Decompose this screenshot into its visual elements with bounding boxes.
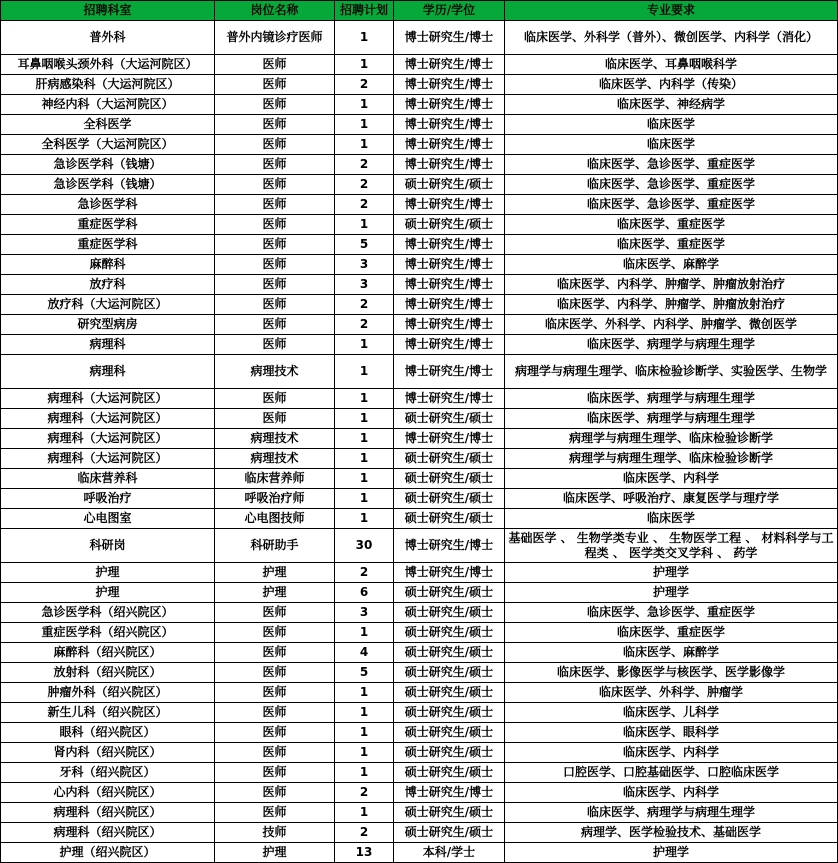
header-row <box>1 1 838 21</box>
cell-count: 1 <box>335 429 394 449</box>
cell-major: 临床医学、重症医学 <box>505 215 838 235</box>
cell-dept: 新生儿科（绍兴院区） <box>1 703 215 723</box>
cell-dept: 重症医学科（绍兴院区） <box>1 623 215 643</box>
cell-post: 医师 <box>215 803 335 823</box>
cell-post: 医师 <box>215 703 335 723</box>
cell-major: 临床医学、病理学与病理生理学 <box>505 335 838 355</box>
cell-education: 硕士研究生/硕士 <box>394 583 505 603</box>
cell-post: 医师 <box>215 663 335 683</box>
table-row <box>1 449 838 469</box>
cell-education: 硕士研究生/硕士 <box>394 703 505 723</box>
cell-dept: 全科医学 <box>1 115 215 135</box>
cell-dept: 放疗科 <box>1 275 215 295</box>
cell-count: 1 <box>335 55 394 75</box>
cell-major: 临床医学、内科学 <box>505 783 838 803</box>
table-row <box>1 643 838 663</box>
cell-major: 临床医学、内科学、肿瘤学、肿瘤放射治疗 <box>505 275 838 295</box>
cell-major: 临床医学、重症医学 <box>505 623 838 643</box>
table-row <box>1 803 838 823</box>
cell-dept: 急诊医学科（钱塘） <box>1 175 215 195</box>
cell-post: 医师 <box>215 623 335 643</box>
cell-major: 临床医学 <box>505 509 838 529</box>
cell-dept: 护理 <box>1 563 215 583</box>
header-major: 专业要求 <box>505 1 838 21</box>
cell-dept: 重症医学科 <box>1 235 215 255</box>
table-row <box>1 409 838 429</box>
cell-education: 硕士研究生/硕士 <box>394 469 505 489</box>
cell-post: 普外内镜诊疗医师 <box>215 21 335 55</box>
cell-count: 5 <box>335 235 394 255</box>
table-row <box>1 215 838 235</box>
cell-education: 博士研究生/博士 <box>394 115 505 135</box>
table-row <box>1 95 838 115</box>
cell-education: 硕士研究生/硕士 <box>394 763 505 783</box>
cell-post: 医师 <box>215 409 335 429</box>
cell-count: 1 <box>335 115 394 135</box>
cell-major: 临床医学 <box>505 115 838 135</box>
cell-major: 临床医学 <box>505 135 838 155</box>
cell-post: 临床营养师 <box>215 469 335 489</box>
cell-count: 5 <box>335 663 394 683</box>
cell-count: 1 <box>335 743 394 763</box>
cell-count: 2 <box>335 155 394 175</box>
cell-major: 临床医学、麻醉学 <box>505 643 838 663</box>
cell-major: 临床医学、病理学与病理生理学 <box>505 389 838 409</box>
cell-major: 基础医学 、 生物学类专业 、 生物医学工程 、 材料科学与工程类 、 医学类交叉学科 、 药学 <box>505 529 838 563</box>
table-row <box>1 389 838 409</box>
cell-major: 临床医学、内科学（传染） <box>505 75 838 95</box>
cell-major: 临床医学、外科学、肿瘤学 <box>505 683 838 703</box>
cell-post: 医师 <box>215 275 335 295</box>
cell-count: 1 <box>335 95 394 115</box>
cell-post: 病理技术 <box>215 355 335 389</box>
cell-education: 硕士研究生/硕士 <box>394 823 505 843</box>
cell-count: 2 <box>335 175 394 195</box>
cell-post: 医师 <box>215 335 335 355</box>
cell-count: 1 <box>335 409 394 429</box>
cell-count: 1 <box>335 215 394 235</box>
cell-post: 科研助手 <box>215 529 335 563</box>
cell-post: 医师 <box>215 255 335 275</box>
table-row <box>1 315 838 335</box>
table-row <box>1 563 838 583</box>
table-row <box>1 783 838 803</box>
header-dept: 招聘科室 <box>1 1 215 21</box>
cell-count: 2 <box>335 295 394 315</box>
cell-education: 硕士研究生/硕士 <box>394 683 505 703</box>
cell-education: 硕士研究生/硕士 <box>394 803 505 823</box>
cell-dept: 放射科（绍兴院区） <box>1 663 215 683</box>
cell-dept: 耳鼻咽喉头颈外科（大运河院区） <box>1 55 215 75</box>
cell-major: 临床医学、重症医学 <box>505 235 838 255</box>
cell-post: 医师 <box>215 723 335 743</box>
cell-post: 技师 <box>215 823 335 843</box>
cell-major: 临床医学、内科学 <box>505 469 838 489</box>
table-row <box>1 529 838 563</box>
cell-post: 医师 <box>215 683 335 703</box>
cell-dept: 科研岗 <box>1 529 215 563</box>
cell-dept: 急诊医学科（绍兴院区） <box>1 603 215 623</box>
cell-post: 病理技术 <box>215 429 335 449</box>
cell-education: 硕士研究生/硕士 <box>394 603 505 623</box>
cell-education: 博士研究生/博士 <box>394 563 505 583</box>
cell-major: 病理学、医学检验技术、基础医学 <box>505 823 838 843</box>
table-row <box>1 21 838 55</box>
cell-major: 临床医学、病理学与病理生理学 <box>505 409 838 429</box>
cell-count: 1 <box>335 469 394 489</box>
cell-post: 医师 <box>215 115 335 135</box>
cell-major: 临床医学、急诊医学、重症医学 <box>505 195 838 215</box>
cell-dept: 病理科 <box>1 335 215 355</box>
cell-post: 医师 <box>215 215 335 235</box>
cell-count: 3 <box>335 255 394 275</box>
cell-education: 博士研究生/博士 <box>394 195 505 215</box>
table-row <box>1 255 838 275</box>
table-row <box>1 195 838 215</box>
table-row <box>1 509 838 529</box>
cell-major: 临床医学、儿科学 <box>505 703 838 723</box>
cell-post: 病理技术 <box>215 449 335 469</box>
cell-major: 临床医学、影像医学与核医学、医学影像学 <box>505 663 838 683</box>
cell-major: 临床医学、外科学、内科学、肿瘤学、微创医学 <box>505 315 838 335</box>
cell-post: 医师 <box>215 95 335 115</box>
cell-major: 临床医学、呼吸治疗、康复医学与理疗学 <box>505 489 838 509</box>
cell-post: 医师 <box>215 55 335 75</box>
cell-major: 临床医学、外科学（普外）、微创医学、内科学（消化） <box>505 21 838 55</box>
cell-dept: 肿瘤外科（绍兴院区） <box>1 683 215 703</box>
table-row <box>1 743 838 763</box>
cell-count: 2 <box>335 75 394 95</box>
cell-major: 护理学 <box>505 843 838 863</box>
cell-dept: 病理科 <box>1 355 215 389</box>
table-row <box>1 683 838 703</box>
cell-education: 博士研究生/博士 <box>394 21 505 55</box>
cell-dept: 护理 <box>1 583 215 603</box>
cell-dept: 神经内科（大运河院区） <box>1 95 215 115</box>
cell-count: 1 <box>335 449 394 469</box>
cell-major: 临床医学、麻醉学 <box>505 255 838 275</box>
cell-dept: 普外科 <box>1 21 215 55</box>
cell-dept: 护理（绍兴院区） <box>1 843 215 863</box>
cell-dept: 麻醉科 <box>1 255 215 275</box>
table-row <box>1 275 838 295</box>
cell-dept: 心内科（绍兴院区） <box>1 783 215 803</box>
cell-dept: 病理科（绍兴院区） <box>1 803 215 823</box>
cell-education: 博士研究生/博士 <box>394 255 505 275</box>
cell-count: 1 <box>335 335 394 355</box>
cell-count: 1 <box>335 703 394 723</box>
cell-education: 博士研究生/博士 <box>394 155 505 175</box>
cell-major: 病理学与病理生理学、临床检验诊断学、实验医学、生物学 <box>505 355 838 389</box>
cell-post: 医师 <box>215 175 335 195</box>
cell-post: 医师 <box>215 135 335 155</box>
cell-dept: 心电图室 <box>1 509 215 529</box>
table-row <box>1 823 838 843</box>
cell-dept: 研究型病房 <box>1 315 215 335</box>
table-body <box>1 21 838 863</box>
cell-education: 博士研究生/博士 <box>394 295 505 315</box>
table-row <box>1 703 838 723</box>
cell-dept: 重症医学科 <box>1 215 215 235</box>
cell-count: 1 <box>335 389 394 409</box>
cell-post: 医师 <box>215 155 335 175</box>
cell-dept: 麻醉科（绍兴院区） <box>1 643 215 663</box>
cell-education: 本科/学士 <box>394 843 505 863</box>
cell-education: 硕士研究生/硕士 <box>394 175 505 195</box>
cell-count: 2 <box>335 563 394 583</box>
table-row <box>1 723 838 743</box>
cell-education: 博士研究生/博士 <box>394 55 505 75</box>
cell-dept: 呼吸治疗 <box>1 489 215 509</box>
cell-education: 博士研究生/博士 <box>394 135 505 155</box>
table-row <box>1 763 838 783</box>
cell-count: 2 <box>335 195 394 215</box>
cell-post: 医师 <box>215 603 335 623</box>
cell-count: 2 <box>335 823 394 843</box>
cell-dept: 病理科（大运河院区） <box>1 449 215 469</box>
cell-education: 博士研究生/博士 <box>394 315 505 335</box>
cell-education: 硕士研究生/硕士 <box>394 489 505 509</box>
cell-count: 1 <box>335 489 394 509</box>
header-post: 岗位名称 <box>215 1 335 21</box>
cell-post: 呼吸治疗师 <box>215 489 335 509</box>
table-row <box>1 115 838 135</box>
table-row <box>1 355 838 389</box>
cell-education: 博士研究生/博士 <box>394 95 505 115</box>
table-row <box>1 135 838 155</box>
table-row <box>1 75 838 95</box>
table-row <box>1 603 838 623</box>
cell-count: 1 <box>335 763 394 783</box>
cell-major: 病理学与病理生理学、临床检验诊断学 <box>505 449 838 469</box>
cell-major: 临床医学、急诊医学、重症医学 <box>505 155 838 175</box>
cell-education: 博士研究生/博士 <box>394 783 505 803</box>
cell-major: 护理学 <box>505 583 838 603</box>
cell-post: 医师 <box>215 763 335 783</box>
table-row <box>1 55 838 75</box>
table-row <box>1 295 838 315</box>
cell-major: 临床医学、内科学 <box>505 743 838 763</box>
header-education: 学历/学位 <box>394 1 505 21</box>
table-row <box>1 175 838 195</box>
table-row <box>1 235 838 255</box>
table-row <box>1 663 838 683</box>
cell-education: 博士研究生/博士 <box>394 235 505 255</box>
cell-dept: 牙科（绍兴院区） <box>1 763 215 783</box>
cell-major: 临床医学、内科学、肿瘤学、肿瘤放射治疗 <box>505 295 838 315</box>
cell-education: 博士研究生/博士 <box>394 335 505 355</box>
cell-count: 1 <box>335 21 394 55</box>
cell-count: 30 <box>335 529 394 563</box>
cell-dept: 急诊医学科（钱塘） <box>1 155 215 175</box>
cell-count: 2 <box>335 783 394 803</box>
cell-dept: 肝病感染科（大运河院区） <box>1 75 215 95</box>
cell-education: 博士研究生/博士 <box>394 355 505 389</box>
cell-count: 6 <box>335 583 394 603</box>
cell-dept: 病理科（大运河院区） <box>1 429 215 449</box>
cell-count: 1 <box>335 623 394 643</box>
table-row <box>1 429 838 449</box>
cell-education: 硕士研究生/硕士 <box>394 449 505 469</box>
cell-dept: 肾内科（绍兴院区） <box>1 743 215 763</box>
cell-post: 医师 <box>215 315 335 335</box>
cell-count: 1 <box>335 355 394 389</box>
cell-education: 硕士研究生/硕士 <box>394 509 505 529</box>
cell-post: 医师 <box>215 75 335 95</box>
cell-education: 硕士研究生/硕士 <box>394 663 505 683</box>
cell-post: 医师 <box>215 195 335 215</box>
table-row <box>1 155 838 175</box>
cell-dept: 放疗科（大运河院区） <box>1 295 215 315</box>
cell-dept: 病理科（大运河院区） <box>1 409 215 429</box>
cell-education: 硕士研究生/硕士 <box>394 215 505 235</box>
cell-post: 医师 <box>215 783 335 803</box>
cell-education: 硕士研究生/硕士 <box>394 743 505 763</box>
cell-count: 1 <box>335 683 394 703</box>
cell-major: 临床医学、神经病学 <box>505 95 838 115</box>
table-row <box>1 489 838 509</box>
table-row <box>1 469 838 489</box>
cell-dept: 急诊医学科 <box>1 195 215 215</box>
cell-major: 护理学 <box>505 563 838 583</box>
cell-major: 临床医学、耳鼻咽喉科学 <box>505 55 838 75</box>
cell-post: 医师 <box>215 643 335 663</box>
cell-education: 博士研究生/博士 <box>394 429 505 449</box>
cell-count: 3 <box>335 275 394 295</box>
cell-post: 护理 <box>215 563 335 583</box>
cell-dept: 病理科（绍兴院区） <box>1 823 215 843</box>
cell-major: 临床医学、病理学与病理生理学 <box>505 803 838 823</box>
cell-post: 医师 <box>215 389 335 409</box>
cell-major: 临床医学、眼科学 <box>505 723 838 743</box>
cell-count: 2 <box>335 315 394 335</box>
cell-count: 13 <box>335 843 394 863</box>
cell-education: 硕士研究生/硕士 <box>394 723 505 743</box>
cell-count: 1 <box>335 509 394 529</box>
cell-education: 硕士研究生/硕士 <box>394 623 505 643</box>
cell-count: 4 <box>335 643 394 663</box>
cell-count: 1 <box>335 723 394 743</box>
header-count: 招聘计划 <box>335 1 394 21</box>
cell-count: 1 <box>335 135 394 155</box>
cell-major: 病理学与病理生理学、临床检验诊断学 <box>505 429 838 449</box>
cell-post: 医师 <box>215 235 335 255</box>
cell-dept: 病理科（大运河院区） <box>1 389 215 409</box>
cell-count: 3 <box>335 603 394 623</box>
cell-count: 1 <box>335 803 394 823</box>
cell-post: 护理 <box>215 583 335 603</box>
cell-post: 心电图技师 <box>215 509 335 529</box>
cell-post: 护理 <box>215 843 335 863</box>
cell-dept: 眼科（绍兴院区） <box>1 723 215 743</box>
cell-post: 医师 <box>215 743 335 763</box>
cell-education: 博士研究生/博士 <box>394 389 505 409</box>
cell-education: 硕士研究生/硕士 <box>394 409 505 429</box>
cell-major: 临床医学、急诊医学、重症医学 <box>505 603 838 623</box>
cell-education: 博士研究生/博士 <box>394 75 505 95</box>
cell-education: 博士研究生/博士 <box>394 529 505 563</box>
cell-major: 临床医学、急诊医学、重症医学 <box>505 175 838 195</box>
table-row <box>1 583 838 603</box>
cell-education: 硕士研究生/硕士 <box>394 643 505 663</box>
cell-dept: 全科医学（大运河院区） <box>1 135 215 155</box>
cell-major: 口腔医学、口腔基础医学、口腔临床医学 <box>505 763 838 783</box>
cell-dept: 临床营养科 <box>1 469 215 489</box>
cell-post: 医师 <box>215 295 335 315</box>
table-row <box>1 623 838 643</box>
table-row <box>1 335 838 355</box>
cell-education: 博士研究生/博士 <box>394 275 505 295</box>
